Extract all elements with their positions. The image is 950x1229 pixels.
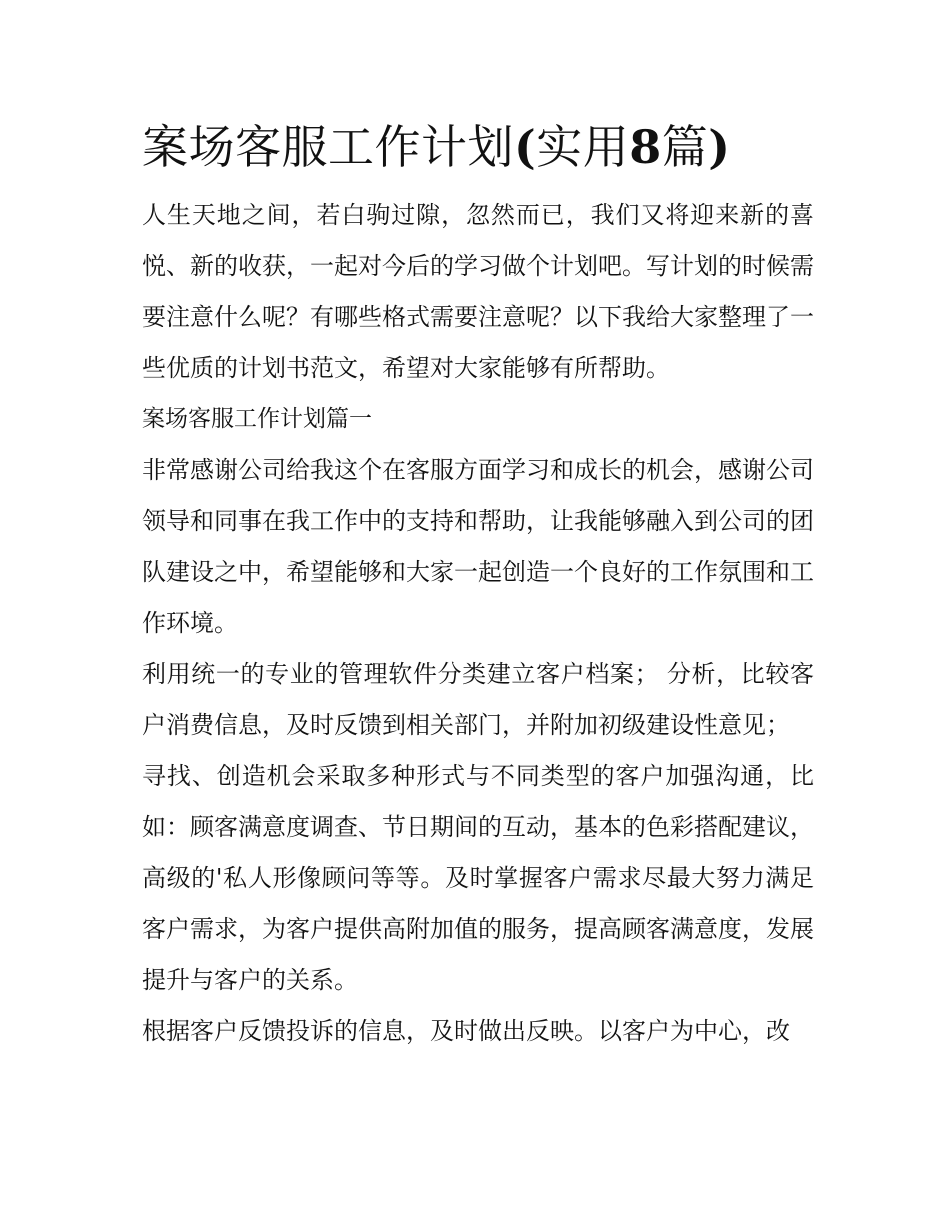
title-paren-open: ( — [514, 120, 537, 174]
document-page — [142, 110, 814, 1057]
body-paragraph-1: 非常感谢公司给我这个在客服方面学习和成长的机会，感谢公司领导和同事在我工作中的支持和帮助，让我能够融入到公司的团队建设之中，希望能够和大家一起创造一个良好的工作氛围和工作环境。 — [142, 456, 814, 637]
body-paragraph-4: 根据客户反馈投诉的信息，及时做出反映。以客户为中心，改 — [142, 1017, 790, 1045]
body-paragraph-3: 寻找、创造机会采取多种形式与不同类型的客户加强沟通，比如：顾客满意度调查、节日期间的互动，基本的色彩搭配建议，高级的'私人形像顾问等等。及时掌握客户需求尽最大努力满足客户需求，为客户提供高附加值的服务，提高顾客满意度，发展提升与客户的关系。 — [142, 762, 814, 994]
title-text-mid2: 篇 — [661, 120, 709, 174]
intro-paragraph: 人生天地之间，若白驹过隙，忽然而已，我们又将迎来新的喜悦、新的收获，一起对今后的学习做个计划吧。写计划的时候需要注意什么呢？有哪些格式需要注意呢？以下我给大家整理了一些优质的计划书范文，希望对大家能够有所帮助。 — [142, 201, 814, 382]
title-text: 案场客服工作计划 — [142, 120, 514, 174]
title-paren-close: ) — [708, 120, 731, 174]
body-paragraph-2: 利用统一的专业的管理软件分类建立客户档案； 分析，比较客户消费信息，及时反馈到相关部门，并附加初级建设性意见； — [142, 660, 814, 739]
title-text-mid: 实用 — [536, 120, 630, 174]
title-count: 8 — [629, 120, 662, 174]
document-title — [142, 110, 814, 184]
section-heading: 案场客服工作计划篇一 — [142, 406, 372, 432]
